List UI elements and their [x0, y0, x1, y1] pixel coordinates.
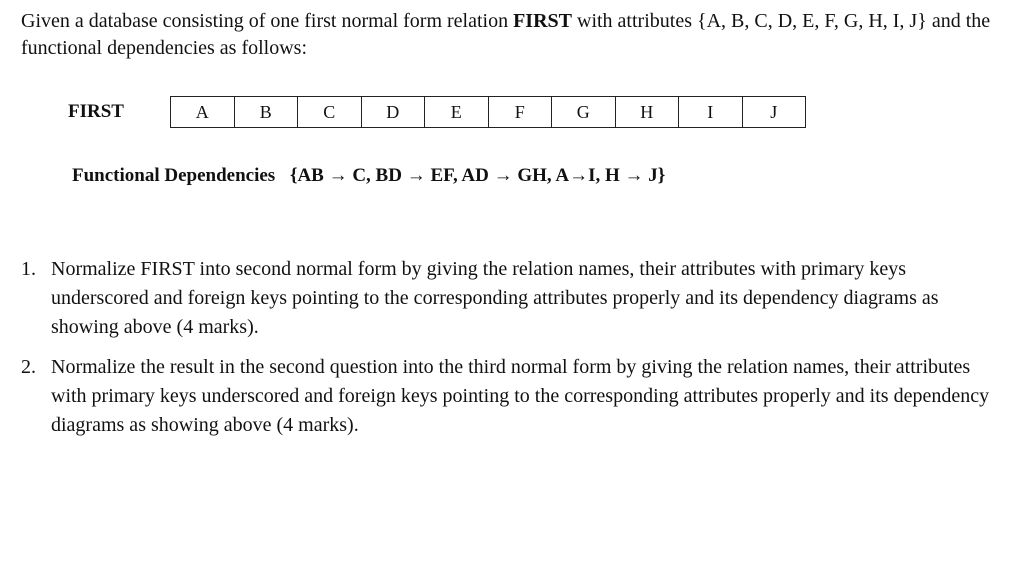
attribute-cell: E	[425, 97, 489, 128]
functional-dependencies	[72, 165, 665, 187]
fd-label: Functional Dependencies	[72, 165, 276, 186]
attribute-cell: F	[488, 97, 552, 128]
attribute-table	[170, 96, 806, 128]
attribute-cell: I	[679, 97, 743, 128]
attribute-cell: J	[742, 97, 806, 128]
question-item	[21, 353, 1006, 440]
question-text: Normalize FIRST into second normal form by giving the relation names, their attributes with primary keys underscored and foreign keys pointing to the corresponding attributes properly and its dependency diagrams as showing above (4 marks).	[51, 258, 939, 338]
intro-text-start: Given a database consisting of one first normal form relation	[21, 10, 514, 32]
attribute-cell: H	[615, 97, 679, 128]
question-number: 1.	[21, 258, 36, 280]
fd-list: {AB → C, BD → EF, AD → GH, A→I, H → J}	[289, 165, 666, 186]
question-item	[21, 255, 1006, 342]
attribute-cell: D	[361, 97, 425, 128]
intro-text-end: with attributes {A, B, C, D, E, F, G, H, I, J} and the functional dependencies as follows:	[21, 10, 991, 59]
relation-schema	[68, 96, 806, 128]
attribute-cell: B	[234, 97, 298, 128]
question-text: Normalize the result in the second question into the third normal form by giving the relation names, their attributes with primary keys underscored and foreign keys pointing to the corresponding attributes properly and its dependency diagrams as showing above (4 marks).	[51, 356, 990, 436]
question-list	[21, 255, 1006, 451]
attribute-cell: G	[552, 97, 616, 128]
relation-name: FIRST	[68, 101, 124, 122]
intro-paragraph	[21, 8, 1006, 62]
attribute-row	[171, 97, 806, 128]
attribute-cell: C	[298, 97, 362, 128]
intro-relation-name: FIRST	[513, 10, 572, 32]
attribute-cell: A	[171, 97, 235, 128]
question-number: 2.	[21, 356, 36, 378]
